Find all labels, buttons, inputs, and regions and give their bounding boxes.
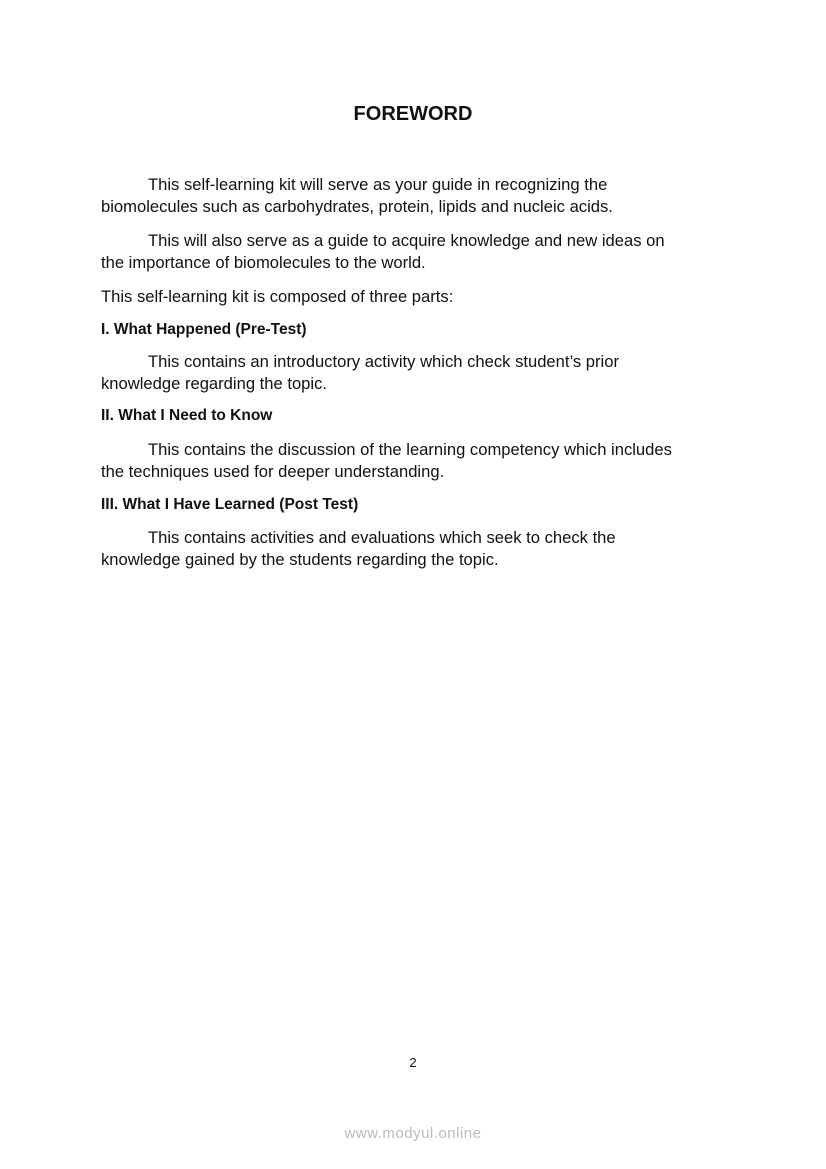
section-line: knowledge regarding the topic. [101,374,328,393]
page-number: 2 [409,1055,417,1070]
watermark: www.modyul.online [344,1125,482,1142]
section-heading: III. What I Have Learned (Post Test) [101,496,359,513]
section-heading: I. What Happened (Pre-Test) [101,321,307,338]
intro-line: This self-learning kit is composed of three parts: [101,287,454,306]
section-line: This contains an introductory activity which check student’s prior [148,352,619,371]
section-line: the techniques used for deeper understanding. [101,462,445,481]
section-line: This contains activities and evaluations which seek to check the [148,528,616,547]
section-heading: II. What I Need to Know [101,407,273,424]
intro-line: This will also serve as a guide to acquire knowledge and new ideas on [148,231,665,250]
intro-line: biomolecules such as carbohydrates, protein, lipids and nucleic acids. [101,197,613,216]
page-title: FOREWORD [353,103,473,125]
intro-line: the importance of biomolecules to the world. [101,253,426,272]
section-line: This contains the discussion of the learning competency which includes [148,440,672,459]
intro-line: This self-learning kit will serve as your guide in recognizing the [148,175,608,194]
section-line: knowledge gained by the students regarding the topic. [101,550,499,569]
